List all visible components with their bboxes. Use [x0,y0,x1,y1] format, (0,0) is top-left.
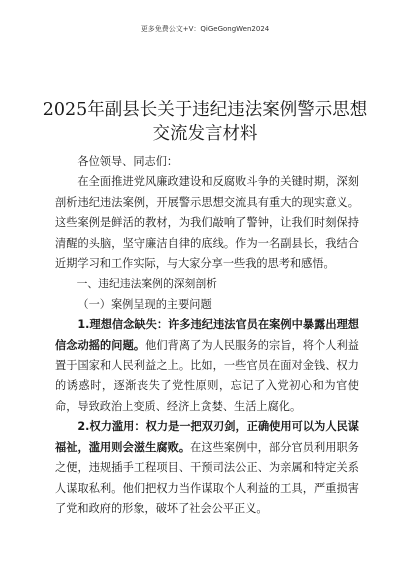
point-lead: 1.理想信念缺失：许多违纪违法官员在案例中暴露出理想信念动摇的问题。 [55,318,359,352]
greeting: 各位领导、同志们： [77,155,179,168]
subsection-heading: （一）案例呈现的主要问题 [77,297,212,311]
header-note: 更多免费公文+V：QiGeGongWen2024 [140,25,270,33]
document-body [55,152,359,519]
section-heading: 一、违纪违法案例的深刻剖析 [76,277,217,291]
point-paragraph [55,417,359,519]
point-text: 在这些案例中，部分官员利用职务之便，违规插手工程项目、干预司法公正、为亲属和特定关系人谋取私利。他们把权力当作谋取个人利益的工具，严重损害了党和政府的形象，破坏了社会公平正义。 [55,440,359,515]
document-title: 2025年副县长关于违纪违法案例警示思想交流发言材料 [42,100,368,144]
point-text: 他们背离了为人民服务的宗旨，将个人利益置于国家和人民利益之上。比如，一些官员在面对金钱、权力的诱惑时，逐渐丧失了党性原则，忘记了入党初心和为官使命，导致政治上变质、经济上贪婪、生活上腐化。 [55,338,359,413]
point-lead: 2.权力滥用：权力是一把双刃剑，正确使用可以为人民谋福祉，滥用则会滋生腐败。 [55,420,359,454]
intro-paragraph: 在全面推进党风廉政建设和反腐败斗争的关键时期，深刻剖析违纪违法案例，开展警示思想交流具有重大的现实意义。这些案例是鲜活的教材，为我们敲响了警钟，让我们时刻保持清醒的头脑，坚守廉洁自律的底线。作为一名副县长，我结合近期学习和工作实际，与大家分享一些我的思考和感悟。 [55,175,359,271]
point-paragraph [55,315,359,417]
